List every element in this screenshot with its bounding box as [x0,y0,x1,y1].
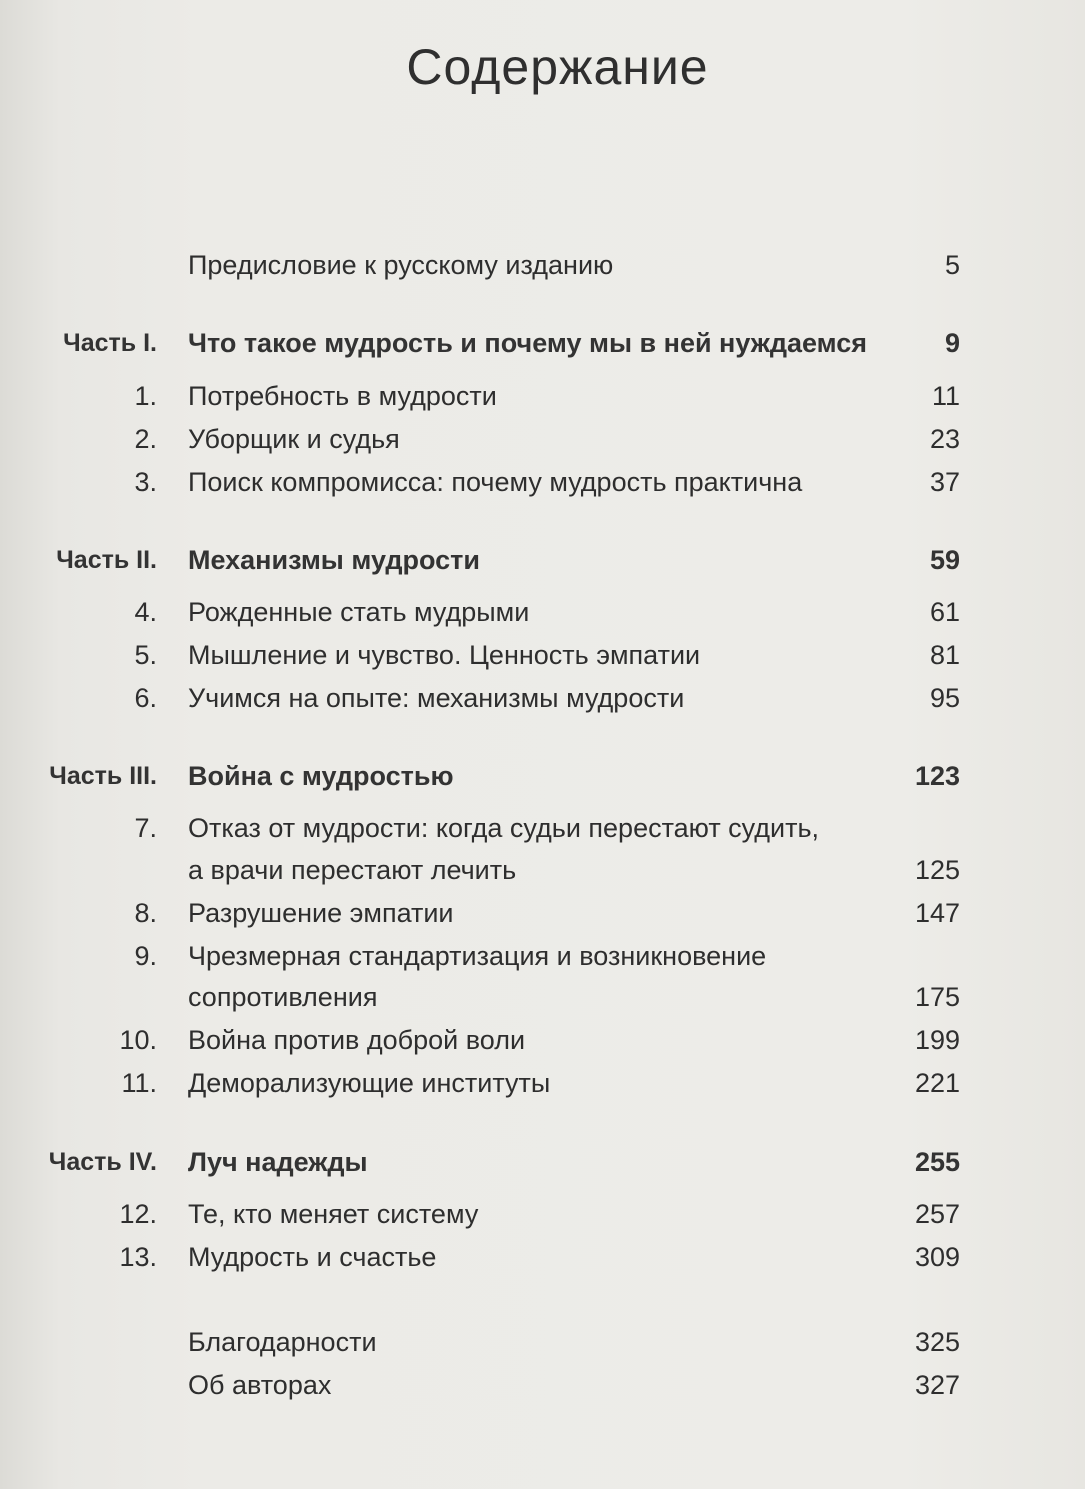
chapter-title: Разрушение эмпатии [188,898,454,928]
part-page-number: 9 [944,328,960,358]
toc-chapter-9 [0,936,1085,976]
chapter-page-number: 221 [914,1068,960,1098]
chapter-title: Мудрость и счастье [188,1242,437,1272]
chapter-page-number: 37 [929,467,960,497]
entry-page-number: 5 [944,250,960,280]
chapter-title: Поиск компромисса: почему мудрость практична [188,467,803,497]
toc-entry-acknowledgements [0,1322,1085,1362]
chapter-number: 6. [134,683,157,713]
chapter-title: Мышление и чувство. Ценность эмпатии [188,640,701,670]
toc-chapter-5 [0,635,1085,675]
chapter-number: 1. [134,381,157,411]
toc-chapter-2 [0,419,1085,459]
chapter-title: Рожденные стать мудрыми [188,597,530,627]
part-page-number: 255 [914,1147,960,1177]
toc-part-1 [0,323,1085,363]
toc-chapter-13 [0,1237,1085,1277]
chapter-page-number: 257 [914,1199,960,1229]
chapter-number: 9. [134,941,157,971]
chapter-title: Отказ от мудрости: когда судьи перестают судить, [188,813,820,843]
chapter-title: Те, кто меняет систему [188,1199,479,1229]
chapter-number: 4. [134,597,157,627]
toc-chapter-7 [0,808,1085,848]
chapter-number: 13. [119,1242,157,1272]
part-title: Война с мудростью [188,761,454,791]
entry-page-number: 327 [914,1370,960,1400]
toc-part-2 [0,540,1085,580]
chapter-page-number: 199 [914,1025,960,1055]
chapter-number: 8. [134,898,157,928]
page-title: Содержание [406,39,709,95]
toc-chapter-6 [0,678,1085,718]
chapter-title-continued: сопротивления [188,982,378,1012]
toc-chapter-1 [0,376,1085,416]
toc-chapter-9-continued [0,977,1085,1017]
toc-chapter-4 [0,592,1085,632]
part-label: Часть III. [49,762,157,790]
part-label: Часть I. [63,329,157,357]
chapter-number: 5. [134,640,157,670]
entry-title: Благодарности [188,1327,377,1357]
chapter-number: 10. [119,1025,157,1055]
chapter-title: Уборщик и судья [188,424,400,454]
toc-chapter-8 [0,893,1085,933]
chapter-page-number: 61 [929,597,960,627]
toc-entry-about-authors [0,1365,1085,1405]
chapter-page-number: 23 [929,424,960,454]
toc-chapter-3 [0,462,1085,502]
chapter-title-continued: а врачи перестают лечить [188,855,517,885]
chapter-title: Деморализующие институты [188,1068,551,1098]
toc-chapter-11 [0,1063,1085,1103]
chapter-page-number: 147 [914,898,960,928]
part-page-number: 59 [929,545,960,575]
toc-part-3 [0,756,1085,796]
chapter-page-number: 11 [931,381,960,411]
chapter-page-number: 95 [929,683,960,713]
chapter-page-number: 125 [914,855,960,885]
chapter-title: Война против доброй воли [188,1025,526,1055]
entry-title: Предисловие к русскому изданию [188,250,614,280]
chapter-number: 12. [119,1199,157,1229]
part-page-number: 123 [914,761,960,791]
part-title: Луч надежды [188,1147,368,1177]
chapter-title: Потребность в мудрости [188,381,497,411]
chapter-page-number: 81 [929,640,960,670]
toc-chapter-12 [0,1194,1085,1234]
chapter-number: 3. [134,467,157,497]
part-title: Что такое мудрость и почему мы в ней нуждаемся [188,328,868,358]
entry-page-number: 325 [914,1327,960,1357]
chapter-title: Учимся на опыте: механизмы мудрости [188,683,685,713]
chapter-number: 2. [134,424,157,454]
toc-chapter-10 [0,1020,1085,1060]
toc-entry-preface [0,245,1085,285]
chapter-number: 11. [121,1068,157,1098]
toc-part-4 [0,1142,1085,1182]
part-label: Часть IV. [48,1148,157,1176]
part-label: Часть II. [56,546,157,574]
chapter-title: Чрезмерная стандартизация и возникновение [188,941,767,971]
chapter-page-number: 309 [914,1242,960,1272]
chapter-number: 7. [134,813,157,843]
entry-title: Об авторах [188,1370,332,1400]
toc-chapter-7-continued [0,850,1085,890]
part-title: Механизмы мудрости [188,545,480,575]
chapter-page-number: 175 [914,982,960,1012]
